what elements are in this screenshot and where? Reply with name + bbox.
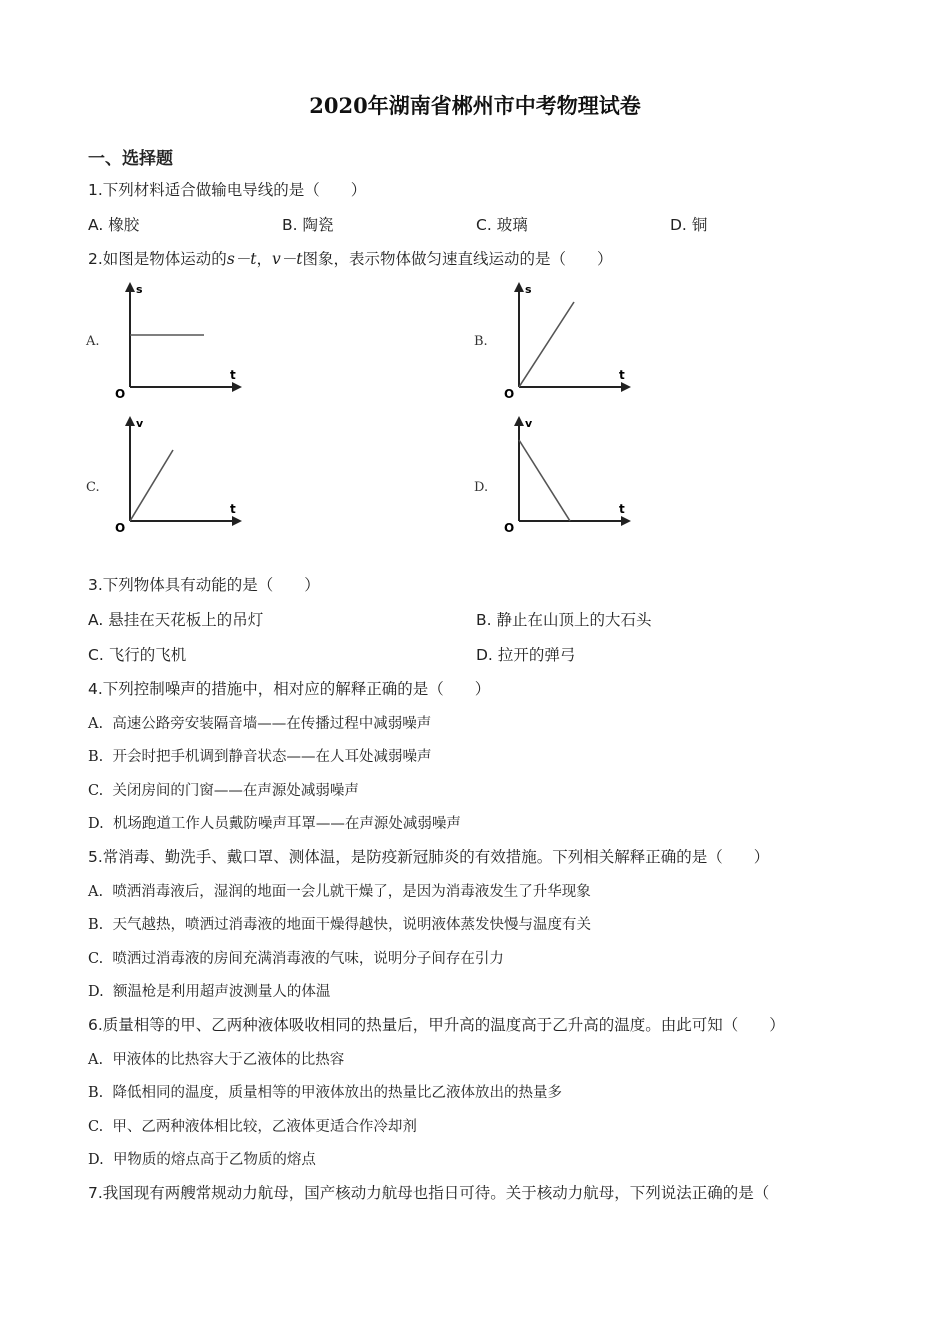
q6-option-d: D. 甲物质的熔点高于乙物质的熔点 (88, 1152, 316, 1168)
question-number: 1. (88, 181, 103, 199)
q4-option-c: C. 关闭房间的门窗——在声源处减弱噪声 (88, 783, 359, 799)
question-1 (88, 178, 366, 200)
q5-option-a: A. 喷洒消毒液后，湿润的地面一会儿就干燥了，是因为消毒液发生了升华现象 (88, 884, 591, 900)
q4-option-a: A. 高速公路旁安装隔音墙——在传播过程中减弱噪声 (88, 716, 432, 732)
q6-option-a: A. 甲液体的比热容大于乙液体的比热容 (88, 1052, 345, 1068)
q4-option-b: B. 开会时把手机调到静音状态——在人耳处减弱噪声 (88, 749, 432, 765)
question-4: 4.下列控制噪声的措施中，相对应的解释正确的是（ ） (88, 680, 491, 698)
q5-option-c: C. 喷洒过消毒液的房间充满消毒液的气味，说明分子间存在引力 (88, 951, 504, 967)
question-text: 下列材料适合做输电导线的是（ ） (102, 181, 367, 199)
svg-text:v: v (525, 417, 533, 430)
question-3: 3.下列物体具有动能的是（ ） (88, 576, 320, 594)
graph-c-label: C. (86, 480, 100, 495)
question-6: 6.质量相等的甲、乙两种液体吸收相同的热量后，甲升高的温度高于乙升高的温度。由此可知（ ） (88, 1016, 785, 1034)
q5-option-b: B. 天气越热，喷洒过消毒液的地面干燥得越快，说明液体蒸发快慢与温度有关 (88, 917, 591, 933)
svg-text:s: s (136, 283, 143, 296)
svg-text:t: t (619, 368, 625, 382)
page-title: 2020年湖南省郴州市中考物理试卷 (309, 93, 641, 118)
q3-option-a: A. 悬挂在天花板上的吊灯 (88, 611, 264, 629)
svg-text:s: s (525, 283, 532, 296)
svg-text:t: t (619, 502, 625, 516)
q1-option-d: D. 铜 (670, 216, 708, 234)
q3-option-d: D. 拉开的弹弓 (476, 646, 576, 664)
q1-option-a: A. 橡胶 (88, 216, 140, 234)
q1-option-c: C. 玻璃 (476, 216, 528, 234)
svg-text:O: O (115, 521, 126, 535)
graph-b-label: B. (474, 334, 488, 349)
svg-text:O: O (504, 521, 515, 535)
svg-text:t: t (230, 502, 236, 516)
question-5: 5.常消毒、勤洗手、戴口罩、测体温，是防疫新冠肺炎的有效措施。下列相关解释正确的是（ ） (88, 848, 770, 866)
graph-c (110, 414, 250, 539)
graph-b (499, 280, 639, 405)
q3-option-c: C. 飞行的飞机 (88, 646, 187, 664)
question-2: 2.如图是物体运动的s－t，v－t图象，表示物体做匀速直线运动的是（ ） (88, 250, 613, 268)
graph-b-line (519, 302, 574, 387)
svg-text:t: t (230, 368, 236, 382)
q1-option-b: B. 陶瓷 (282, 216, 334, 234)
svg-text:O: O (504, 387, 515, 401)
graph-d (499, 414, 639, 539)
q5-option-d: D. 额温枪是利用超声波测量人的体温 (88, 984, 331, 1000)
graph-d-line (519, 440, 570, 521)
graph-d-label: D. (474, 480, 489, 495)
q3-option-b: B. 静止在山顶上的大石头 (476, 611, 652, 629)
graph-a (110, 280, 250, 405)
section-heading: 一、选择题 (88, 149, 173, 169)
question-7: 7.我国现有两艘常规动力航母，国产核动力航母也指日可待。关于核动力航母，下列说法正确的是（ (88, 1184, 770, 1202)
q4-option-d: D. 机场跑道工作人员戴防噪声耳罩——在声源处减弱噪声 (88, 816, 461, 832)
svg-text:v: v (136, 417, 144, 430)
graph-c-line (130, 450, 173, 521)
q6-option-c: C. 甲、乙两种液体相比较，乙液体更适合作冷却剂 (88, 1119, 417, 1135)
q6-option-b: B. 降低相同的温度，质量相等的甲液体放出的热量比乙液体放出的热量多 (88, 1085, 562, 1101)
svg-text:O: O (115, 387, 126, 401)
graph-a-label: A. (86, 334, 100, 349)
